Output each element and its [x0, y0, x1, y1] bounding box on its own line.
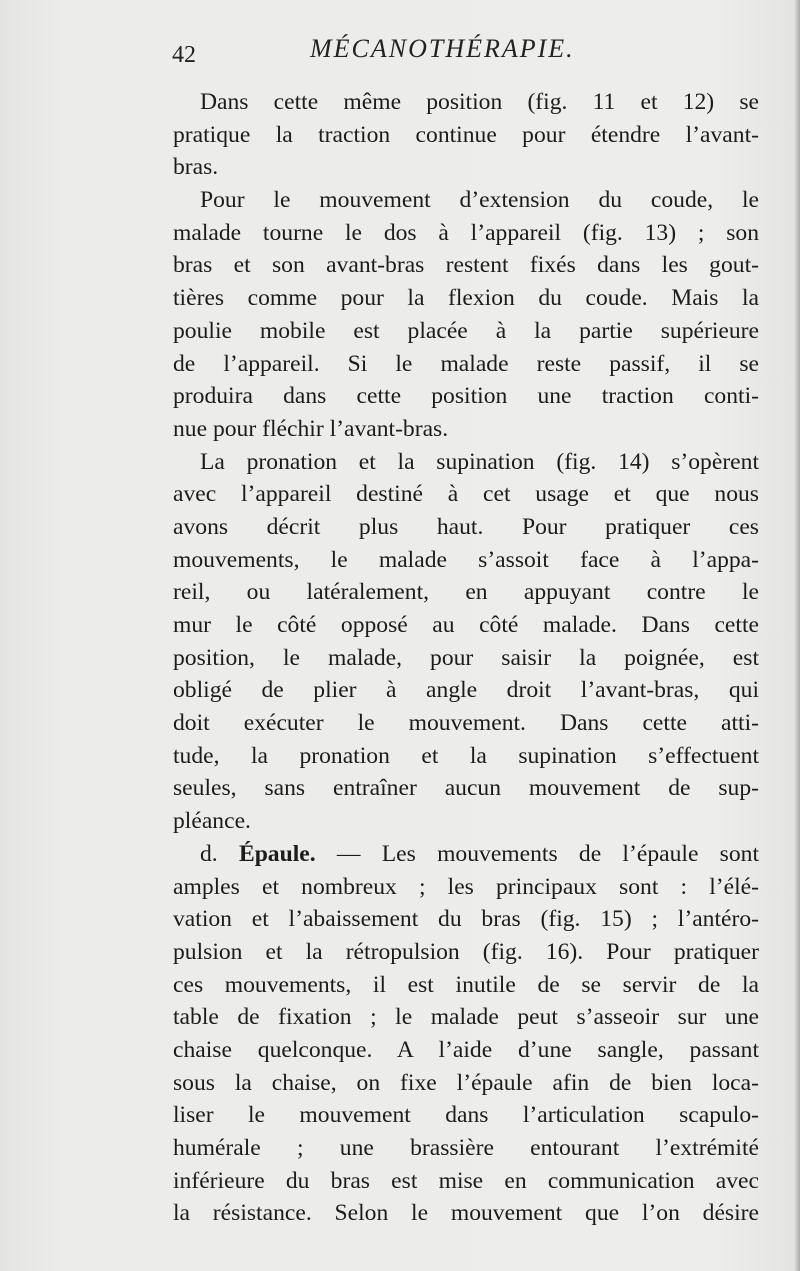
- text-line: Pour le mouvement d’extension du coude, le: [200, 187, 759, 214]
- text-line: seules, sans entraîner aucun mouvement de sup-: [173, 775, 759, 802]
- text-line: mouvements, le malade s’assoit face à l’appa-: [173, 546, 759, 573]
- text-line: sous la chaise, on fixe l’épaule afin de bien loca-: [173, 1069, 759, 1096]
- page-header: [172, 34, 762, 74]
- text-line: bras.: [173, 154, 219, 181]
- text-line: pléance.: [173, 808, 251, 835]
- text-line: liser le mouvement dans l’articulation scapulo-: [173, 1102, 759, 1129]
- text-line-content: — Les mouvements de l’épaule sont: [315, 840, 759, 867]
- text-line: tières comme pour la flexion du coude. Mais la: [173, 285, 759, 312]
- section-heading: Épaule.: [238, 840, 316, 867]
- text-line: pratique la traction continue pour étendre l’avant-: [173, 121, 759, 148]
- text-line: poulie mobile est placée à la partie supérieure: [173, 317, 759, 344]
- text-line: tude, la pronation et la supination s’effectuent: [173, 742, 759, 769]
- page-number: 42: [172, 42, 196, 68]
- text-line: humérale ; une brassière entourant l’extrémité: [173, 1135, 759, 1161]
- text-line: amples et nombreux ; les principaux sont : l’élé-: [173, 873, 759, 900]
- text-line: bras et son avant-bras restent fixés dans les gout-: [173, 252, 759, 279]
- text-line: obligé de plier à angle droit l’avant-bras, qui: [173, 677, 759, 704]
- text-line: chaise quelconque. A l’aide d’une sangle, passant: [173, 1036, 759, 1063]
- text-line: vation et l’abaissement du bras (fig. 15) ; l’antéro-: [173, 906, 759, 933]
- text-line: produira dans cette position une traction conti-: [173, 383, 759, 410]
- text-line: malade tourne le dos à l’appareil (fig. 13) ; son: [173, 219, 759, 246]
- text-line: inférieure du bras est mise en communication avec: [173, 1167, 759, 1194]
- text-line: pulsion et la rétropulsion (fig. 16). Pour pratiquer: [173, 938, 759, 965]
- section-marker: d.: [200, 840, 239, 867]
- text-line: position, le malade, pour saisir la poignée, est: [173, 644, 759, 671]
- text-line: reil, ou latéralement, en appuyant contre le: [173, 579, 759, 606]
- text-line: avons décrit plus haut. Pour pratiquer ces: [173, 513, 759, 540]
- text-line: nue pour fléchir l’avant-bras.: [173, 415, 449, 442]
- text-line: Dans cette même position (fig. 11 et 12) se: [200, 89, 759, 115]
- text-line: avec l’appareil destiné à cet usage et que nous: [173, 481, 759, 508]
- text-line: mur le côté opposé au côté malade. Dans cette: [173, 612, 759, 638]
- text-line: la résistance. Selon le mouvement que l’on désire: [173, 1200, 759, 1227]
- body-text: [173, 86, 759, 1230]
- page-edge-shadow: [794, 0, 800, 1271]
- text-line: [173, 838, 759, 871]
- text-line: ces mouvements, il est inutile de se servir de la: [173, 971, 759, 998]
- text-line: doit exécuter le mouvement. Dans cette atti-: [173, 710, 759, 737]
- text-line: La pronation et la supination (fig. 14) s’opèrent: [200, 448, 759, 475]
- running-title: MÉCANOTHÉRAPIE.: [310, 34, 575, 63]
- text-line: de l’appareil. Si le malade reste passif, il se: [173, 350, 759, 377]
- text-line: table de fixation ; le malade peut s’asseoir sur une: [173, 1004, 759, 1031]
